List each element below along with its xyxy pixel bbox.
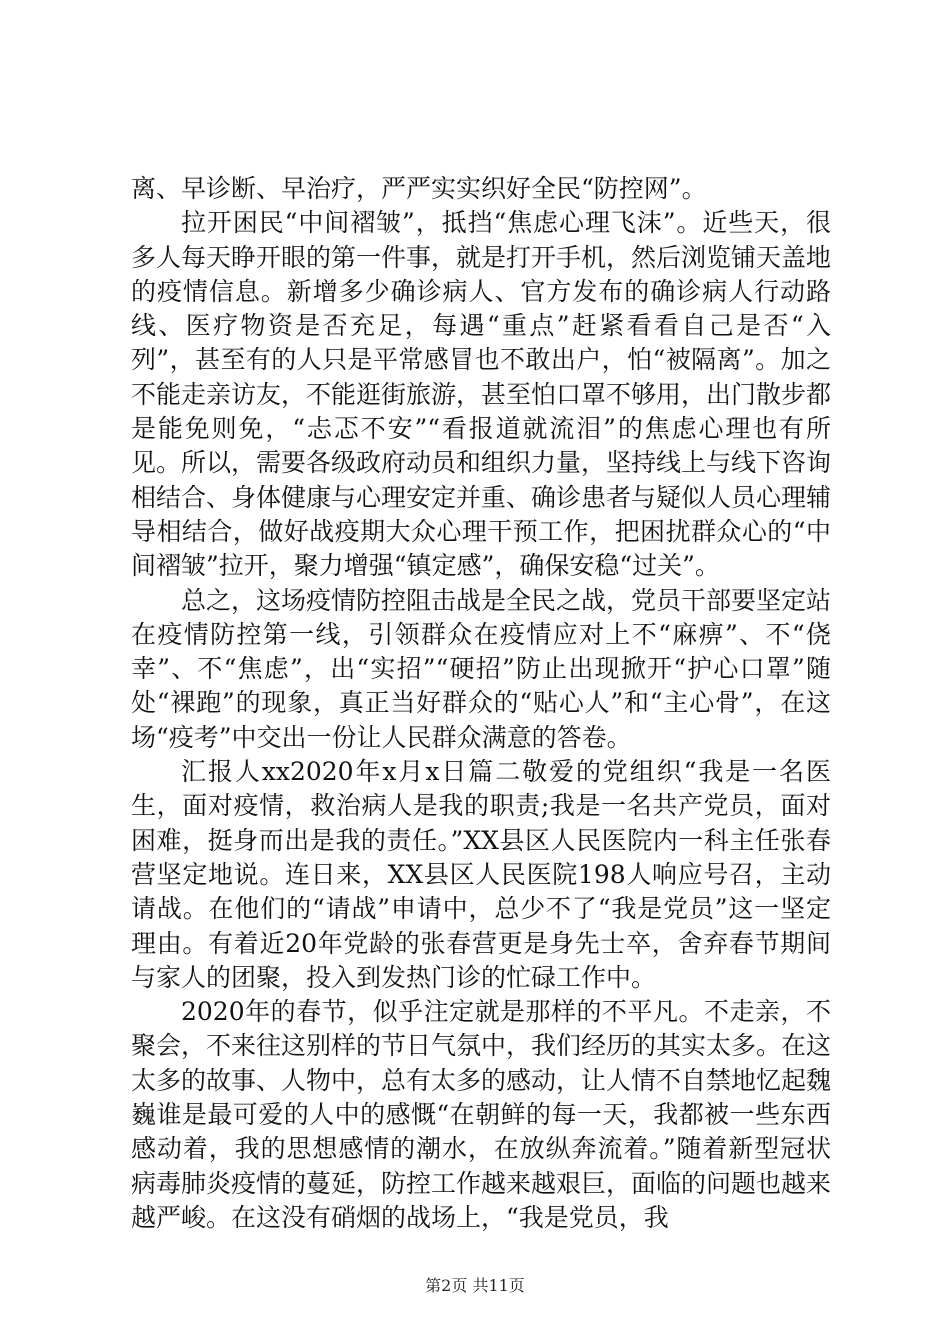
document-body <box>131 172 831 1235</box>
paragraph: 拉开困民“中间褶皱”，抵挡“焦虑心理飞沫”。近些天，很多人每天睁开眼的第一件事，就是打开手机，然后浏览铺天盖地的疫情信息。新增多少确诊病人、官方发布的确诊病人行动路线、医疗物资是否充足，每遇“重点”赶紧看看自己是否“入列”，甚至有的人只是平常感冒也不敢出户，怕“被隔离”。加之不能走亲访友，不能逛街旅游，甚至怕口罩不够用，出门散步都是能免则免，“忐忑不安”“看报道就流泪”的焦虑心理也有所见。所以，需要各级政府动员和组织力量，坚持线上与线下咨询相结合、身体健康与心理安定并重、确诊患者与疑似人员心理辅导相结合，做好战疫期大众心理干预工作，把困扰群众心的“中间褶皱”拉开，聚力增强“镇定感”，确保安稳“过关”。 <box>131 208 832 581</box>
paragraph: 2020年的春节，似乎注定就是那样的不平凡。不走亲，不聚会，不来往这别样的节日气氛中，我们经历的其实太多。在这太多的故事、人物中，总有太多的感动，让人情不自禁地忆起魏巍谁是最可爱的人中的感慨“在朝鲜的每一天，我都被一些东西感动着，我的思想感情的潮水，在放纵奔流着。”随着新型冠状病毒肺炎疫情的蔓延，防控工作越来越艰巨，面临的问题也越来越严峻。在这没有硝烟的战场上，“我是党员，我 <box>131 997 832 1232</box>
paragraph: 汇报人xx2020年x月x日篇二敬爱的党组织“我是一名医生，面对疫情，救治病人是我的职责;我是一名共产党员，面对困难，挺身而出是我的责任。”XX县区人民医院内一科主任张春营坚定地说。连日来，XX县区人民医院198人响应号召，主动请战。在他们的“请战”申请中，总少不了“我是党员”这一坚定理由。有着近20年党龄的张春营更是身先士卒，舍弃春节期间与家人的团聚，投入到发热门诊的忙碌工作中。 <box>131 757 831 992</box>
paragraph-continued: 离、早诊断、早治疗，严严实实织好全民“防控网”。 <box>131 174 707 203</box>
page-number-footer: 第2页 共11页 <box>425 1276 525 1295</box>
paragraph: 总之，这场疫情防控阻击战是全民之战，党员干部要坚定站在疫情防控第一线，引领群众在疫情应对上不“麻痹”、不“侥幸”、不“焦虑”，出“实招”“硬招”防止出现掀开“护心口罩”随处“裸跑”的现象，真正当好群众的“贴心人”和“主心骨”，在这场“疫考”中交出一份让人民群众满意的答卷。 <box>131 585 832 752</box>
